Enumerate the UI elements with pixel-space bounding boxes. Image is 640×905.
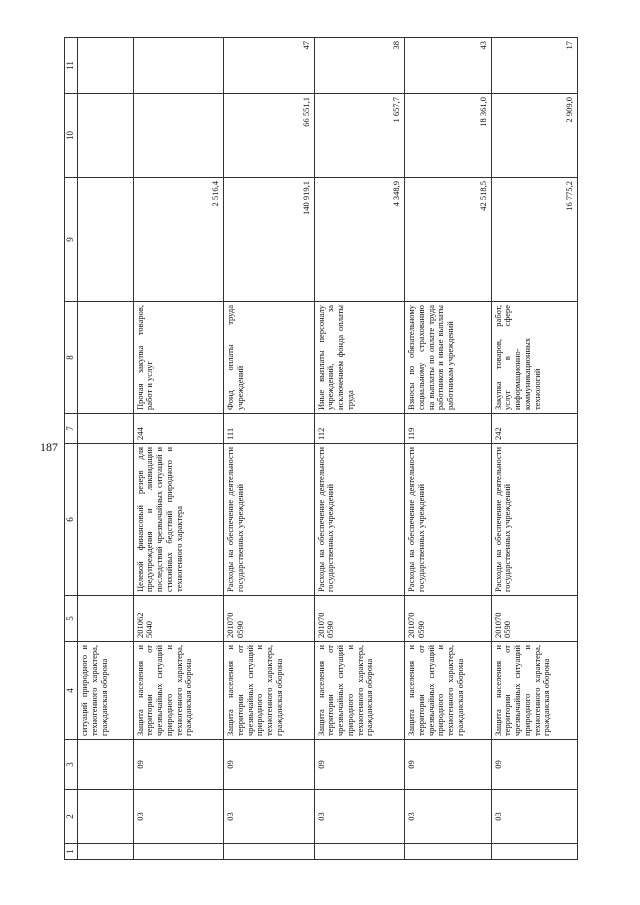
cell-expense-type-name: [78, 302, 134, 414]
cell-section: 03: [491, 790, 577, 844]
cell-expense-type-name: Взносы по обязательному социальному страхованию на выплаты по оплате труда работников и иные выплаты работникам учреждений: [405, 302, 491, 414]
cell-subsection-name: Защита населения и территории от чрезвычайных ситуаций природного и техногенного характера, гражданская оборона: [314, 642, 405, 740]
cell-target-article: 201070 0590: [491, 596, 577, 642]
cell-percent: 38: [314, 38, 405, 94]
cell-target-article-name: [78, 444, 134, 596]
cell-amount-executed: 1 657,7: [314, 94, 405, 178]
column-header-3: 3: [65, 740, 78, 790]
cell-amount-planned: 2 516,4: [133, 178, 224, 302]
cell-expense-type: 119: [405, 414, 491, 444]
column-header-5: 5: [65, 596, 78, 642]
page-number: 187: [40, 440, 58, 454]
cell-subsection-name: ситуаций природного и техногенного характера, гражданская оборона: [78, 642, 134, 740]
cell-target-article: [78, 596, 134, 642]
table-row: [133, 38, 224, 860]
column-header-1: 1: [65, 844, 78, 860]
table-row: [491, 38, 577, 860]
cell-amount-planned: 16 775,2: [491, 178, 577, 302]
cell-target-article-name: Расходы на обеспечение деятельности государственных учреждений: [314, 444, 405, 596]
cell-amount-executed: [133, 94, 224, 178]
column-header-4: 4: [65, 642, 78, 740]
cell-section: [78, 790, 134, 844]
cell-subsection-name: Защита населения и территории от чрезвычайных ситуаций природного и техногенного характера, гражданская оборона: [491, 642, 577, 740]
cell-subsection: [78, 740, 134, 790]
cell-row-number: [133, 844, 224, 860]
table-row: [314, 38, 405, 860]
cell-subsection: 09: [491, 740, 577, 790]
column-header-11: 11: [65, 38, 78, 94]
cell-target-article: 201062 5040: [133, 596, 224, 642]
cell-percent: 47: [224, 38, 315, 94]
cell-amount-executed: 2 909,0: [491, 94, 577, 178]
cell-amount-planned: 42 518,5: [405, 178, 491, 302]
cell-percent: [78, 38, 134, 94]
cell-row-number: [314, 844, 405, 860]
column-header-2: 2: [65, 790, 78, 844]
column-header-6: 6: [65, 444, 78, 596]
cell-amount-executed: [78, 94, 134, 178]
cell-percent: 17: [491, 38, 577, 94]
column-header-10: 10: [65, 94, 78, 178]
cell-amount-planned: 140 919,1: [224, 178, 315, 302]
table-row: [224, 38, 315, 860]
column-header-9: 9: [65, 178, 78, 302]
cell-target-article: 201070 0590: [405, 596, 491, 642]
cell-amount-planned: [78, 178, 134, 302]
table-row: [405, 38, 491, 860]
cell-row-number: [405, 844, 491, 860]
cell-target-article-name: Целевой финансовый резерв для предупреждения и ликвидации последствий чрезвычайных ситуаций и стихийных бедствий природного и техногенного характера: [133, 444, 224, 596]
cell-expense-type-name: Прочая закупка товаров, работ и услуг: [133, 302, 224, 414]
cell-section: 03: [405, 790, 491, 844]
cell-expense-type: 244: [133, 414, 224, 444]
cell-subsection: 09: [314, 740, 405, 790]
cell-amount-executed: 66 551,1: [224, 94, 315, 178]
cell-expense-type: 242: [491, 414, 577, 444]
cell-amount-planned: 4 348,9: [314, 178, 405, 302]
cell-expense-type-name: Иные выплаты персоналу учреждений, за исключением фонда оплаты труда: [314, 302, 405, 414]
cell-amount-executed: 18 361,0: [405, 94, 491, 178]
cell-expense-type: [78, 414, 134, 444]
cell-expense-type: 111: [224, 414, 315, 444]
column-header-8: 8: [65, 302, 78, 414]
cell-target-article: 201070 0590: [314, 596, 405, 642]
cell-percent: [133, 38, 224, 94]
cell-section: 03: [133, 790, 224, 844]
budget-table-rotated: [64, 38, 578, 860]
table-row: [78, 38, 134, 860]
cell-percent: 43: [405, 38, 491, 94]
column-header-7: 7: [65, 414, 78, 444]
cell-subsection: 09: [224, 740, 315, 790]
cell-target-article-name: Расходы на обеспечение деятельности государственных учреждений: [224, 444, 315, 596]
cell-subsection: 09: [405, 740, 491, 790]
cell-row-number: [491, 844, 577, 860]
cell-expense-type-name: Фонд оплаты труда учреждений: [224, 302, 315, 414]
header-row: [65, 38, 78, 860]
cell-target-article-name: Расходы на обеспечение деятельности государственных учреждений: [491, 444, 577, 596]
cell-subsection-name: Защита населения и территории от чрезвычайных ситуаций природного и техногенного характера, гражданская оборона: [133, 642, 224, 740]
cell-row-number: [224, 844, 315, 860]
cell-target-article: 201070 0590: [224, 596, 315, 642]
cell-row-number: [78, 844, 134, 860]
cell-expense-type-name: Закупка товаров, работ, услуг в сфере информационно-коммуникационных технологий: [491, 302, 577, 414]
cell-subsection-name: Защита населения и территории от чрезвычайных ситуаций природного и техногенного характера, гражданская оборона: [224, 642, 315, 740]
budget-table: [64, 37, 578, 860]
cell-subsection-name: Защита населения и территории от чрезвычайных ситуаций природного и техногенного характера, гражданская оборона: [405, 642, 491, 740]
cell-expense-type: 112: [314, 414, 405, 444]
cell-target-article-name: Расходы на обеспечение деятельности государственных учреждений: [405, 444, 491, 596]
cell-section: 03: [314, 790, 405, 844]
cell-section: 03: [224, 790, 315, 844]
cell-subsection: 09: [133, 740, 224, 790]
